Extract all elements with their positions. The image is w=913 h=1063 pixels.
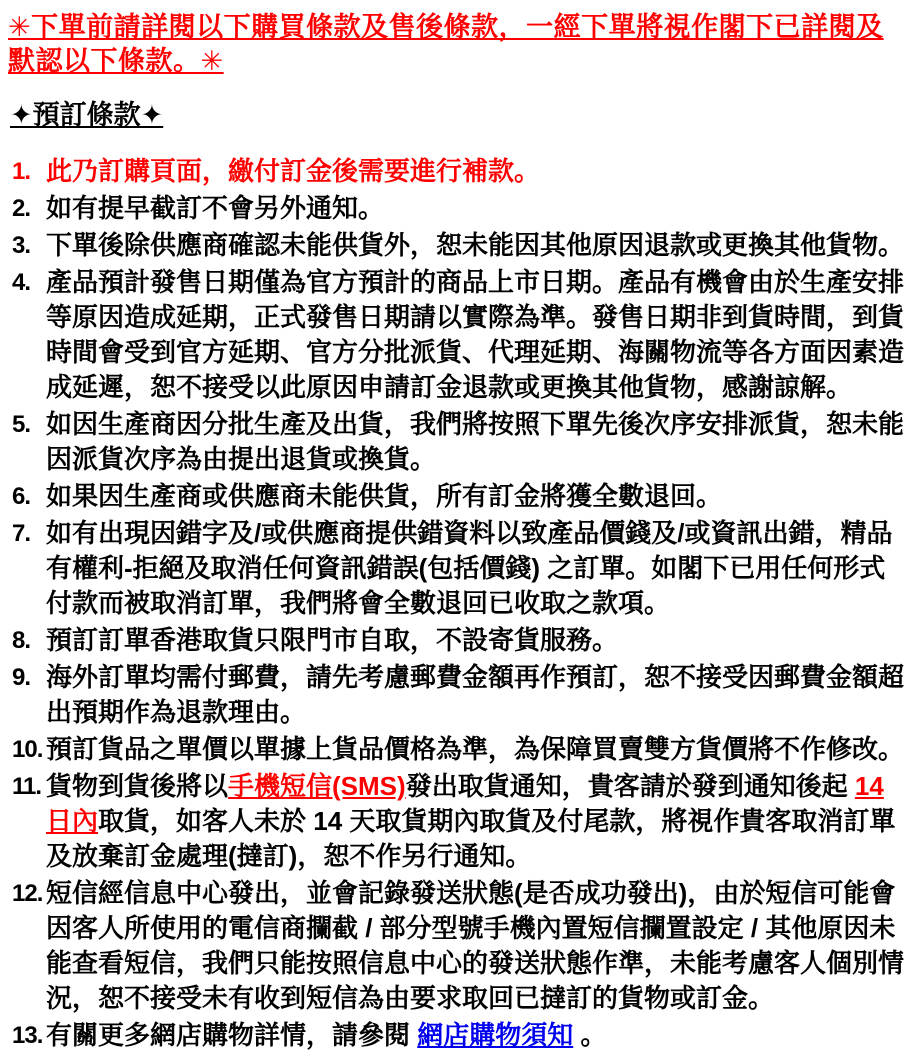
term-text: 如有提早截訂不會另外通知。 [46, 193, 385, 223]
term-number: 8. [12, 627, 31, 654]
warning-header: ✳下單前請詳閱以下購買條款及售後條款，一經下單將視作閣下已詳閱及默認以下條款。✳ [8, 12, 884, 76]
term-item [6, 516, 905, 621]
term-text: 預訂訂單香港取貨只限門市自取，不設寄貨服務。 [46, 625, 619, 655]
term-number: 13. [12, 1022, 43, 1049]
term-text: 貨物到貨後將以 [46, 771, 229, 801]
term-item [6, 876, 905, 1016]
term-text: 取貨，如客人未於 14 天取貨期內取貨及付尾款，將視作貴客取消訂單及放棄訂金處理(撻訂)，恕不作另行通知。 [46, 806, 896, 871]
term-text: 發出取貨通知，貴客請於發到通知後起 [405, 771, 855, 801]
term-number: 10. [12, 736, 43, 763]
term-item [6, 407, 905, 477]
term-number: 2. [12, 195, 31, 222]
term-number: 6. [12, 483, 31, 510]
red-highlight-text: 手機短信(SMS) [228, 771, 406, 801]
term-text: 下單後除供應商確認未能供貨外，恕未能因其他原因退款或更換其他貨物。 [46, 230, 905, 260]
term-number: 9. [12, 664, 31, 691]
term-item [6, 265, 905, 405]
section-title: ✦預訂條款✦ [10, 100, 164, 130]
term-text: 預訂貨品之單價以單據上貨品價格為準，為保障買賣雙方貨價將不作修改。 [46, 734, 905, 764]
terms-list [6, 154, 905, 1053]
term-number: 5. [12, 411, 31, 438]
term-text: 。 [573, 1020, 607, 1050]
term-item [6, 732, 905, 767]
term-text: 如果因生產商或供應商未能供貨，所有訂金將獲全數退回。 [46, 481, 723, 511]
term-text: 如有出現因錯字及/或供應商提供錯資料以致產品價錢及/或資訊出錯，精品有權利-拒絕及取消任何資訊錯誤(包括價錢) 之訂單。如閣下已用任何形式付款而被取消訂單，我們將會全數退回已收取之款項。 [46, 518, 893, 618]
term-number: 11. [12, 773, 42, 800]
term-number: 7. [12, 520, 31, 547]
red-highlight-text: 14 日內 [46, 771, 884, 836]
term-number: 1. [12, 158, 31, 185]
term-number: 4. [12, 269, 31, 296]
term-item [6, 769, 905, 874]
term-number: 12. [12, 880, 43, 907]
term-text: 此乃訂購頁面，繳付訂金後需要進行補款。 [46, 156, 541, 186]
term-text: 海外訂單均需付郵費，請先考慮郵費金額再作預訂，恕不接受因郵費金額超出預期作為退款理由。 [46, 662, 905, 727]
term-number: 3. [12, 232, 31, 259]
term-item [6, 191, 905, 226]
term-item [6, 660, 905, 730]
term-item [6, 623, 905, 658]
term-item [6, 479, 905, 514]
term-text: 產品預計發售日期僅為官方預計的商品上市日期。產品有機會由於生產安排等原因造成延期，正式發售日期請以實際為準。發售日期非到貨時間，到貨時間會受到官方延期、官方分批派貨、代理延期、海關物流等各方面因素造成延遲，恕不接受以此原因申請訂金退款或更換其他貨物，感謝諒解。 [46, 267, 905, 402]
term-text: 有關更多網店購物詳情，請參閱 [46, 1020, 418, 1050]
term-item [6, 1018, 905, 1053]
shop-notice-link[interactable]: 網店購物須知 [417, 1020, 574, 1050]
term-item [6, 228, 905, 263]
term-text: 短信經信息中心發出，並會記錄發送狀態(是否成功發出)，由於短信可能會因客人所使用的電信商攔截 / 部分型號手機內置短信攔置設定 / 其他原因未能查看短信，我們只能按照信息中心的發送狀態作準，未能考慮客人個別情況，恕不接受未有收到短信為由要求取回已撻訂的貨物或訂金。 [46, 878, 905, 1013]
term-text: 如因生產商因分批生產及出貨，我們將按照下單先後次序安排派貨，恕未能因派貨次序為由提出退貨或換貨。 [46, 409, 905, 474]
term-item [6, 154, 905, 189]
